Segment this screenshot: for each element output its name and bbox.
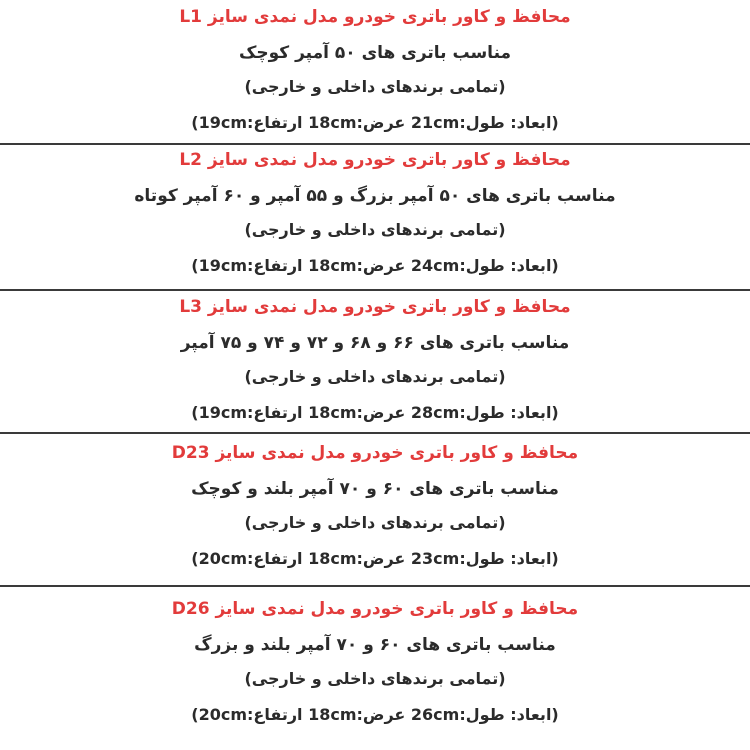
size-section-d26 [0,592,750,732]
size-section-d23 [0,436,750,576]
section-brands: (تمامی برندهای داخلی و خارجی) [244,513,506,532]
section-title: محافظ و کاور باتری خودرو مدل نمدی سایز D26 [171,599,579,619]
section-title: محافظ و کاور باتری خودرو مدل نمدی سایز D23 [171,443,579,463]
section-brands: (تمامی برندهای داخلی و خارجی) [244,220,506,239]
section-brands: (تمامی برندهای داخلی و خارجی) [244,77,506,96]
section-compatibility: مناسب باتری های ۶۰ و ۷۰ آمپر بلند و کوچک [191,479,559,499]
section-brands: (تمامی برندهای داخلی و خارجی) [244,669,506,688]
section-dimensions: (ابعاد: طول:24cm عرض:18cm ارتفاع:19cm) [191,256,559,275]
section-divider [0,432,750,434]
section-compatibility: مناسب باتری های ۵۰ آمپر بزرگ و ۵۵ آمپر و ۶۰ آمپر کوتاه [134,186,616,206]
section-dimensions: (ابعاد: طول:23cm عرض:18cm ارتفاع:20cm) [191,549,559,568]
section-title: محافظ و کاور باتری خودرو مدل نمدی سایز L2 [179,150,571,170]
section-dimensions: (ابعاد: طول:28cm عرض:18cm ارتفاع:19cm) [191,403,559,422]
section-title: محافظ و کاور باتری خودرو مدل نمدی سایز L1 [179,7,571,27]
section-compatibility: مناسب باتری های ۶۶ و ۶۸ و ۷۲ و ۷۴ و ۷۵ آمپر [180,333,570,353]
section-dimensions: (ابعاد: طول:26cm عرض:18cm ارتفاع:20cm) [191,705,559,724]
section-compatibility: مناسب باتری های ۵۰ آمپر کوچک [238,43,512,63]
size-section-l2 [0,143,750,283]
section-compatibility: مناسب باتری های ۶۰ و ۷۰ آمپر بلند و بزرگ [194,635,556,655]
size-section-l1 [0,0,750,140]
section-brands: (تمامی برندهای داخلی و خارجی) [244,367,506,386]
section-dimensions: (ابعاد: طول:21cm عرض:18cm ارتفاع:19cm) [191,113,559,132]
size-section-l3 [0,290,750,430]
section-title: محافظ و کاور باتری خودرو مدل نمدی سایز L3 [179,297,571,317]
section-divider [0,585,750,587]
